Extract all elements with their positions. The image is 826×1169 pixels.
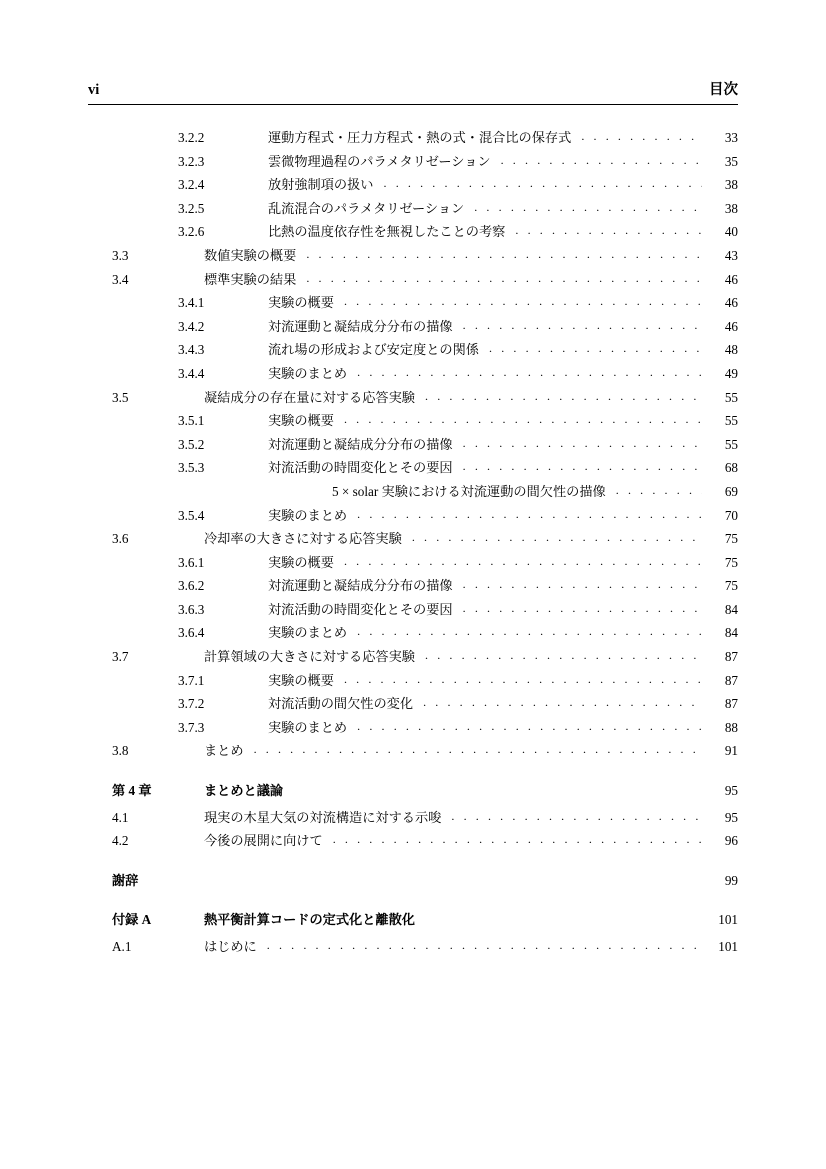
toc-entry[interactable] <box>88 509 738 522</box>
toc-entry[interactable] <box>88 603 738 616</box>
toc-entry-label: 計算領域の大きさに対する応答実験 <box>204 649 415 665</box>
toc-entry[interactable] <box>88 391 738 404</box>
toc-entry-label: 対流運動と凝結成分分布の描像 <box>268 436 453 452</box>
toc-entry-number: 3.7 <box>112 649 129 665</box>
toc-entry-number: 3.2.5 <box>178 200 205 216</box>
toc-entry-page: 46 <box>724 295 738 311</box>
toc-entry[interactable] <box>88 438 738 451</box>
toc-entry-page: 101 <box>718 939 738 955</box>
toc-leader-dots <box>463 460 702 472</box>
toc-entry-page: 38 <box>724 200 738 216</box>
toc-leader-dots <box>306 248 702 260</box>
toc-entry[interactable] <box>88 721 738 734</box>
toc-entry-number: 3.4.2 <box>178 318 205 334</box>
toc-entry-label: 対流活動の間欠性の変化 <box>268 696 414 712</box>
toc-entry-page: 95 <box>724 809 738 825</box>
toc-entry-number: 3.5 <box>112 389 129 405</box>
table-of-contents <box>88 131 738 953</box>
toc-leader-dots <box>423 696 702 708</box>
toc-entry-page: 84 <box>724 601 738 617</box>
toc-entry-number: 3.5.2 <box>178 436 205 452</box>
toc-leader-dots <box>463 319 702 331</box>
toc-entry-number: 3.2.2 <box>178 130 205 145</box>
toc-entry-label: 数値実験の概要 <box>204 247 297 263</box>
toc-entry[interactable] <box>88 249 738 262</box>
toc-entry-label: 実験の概要 <box>268 295 334 311</box>
toc-entry-page: 55 <box>724 436 738 452</box>
toc-entry[interactable] <box>88 225 738 238</box>
toc-entry-page: 43 <box>724 247 738 263</box>
toc-entry-number: 3.6 <box>112 531 129 547</box>
toc-entry-label: 標準実験の結果 <box>204 271 297 287</box>
toc-entry[interactable] <box>88 320 738 333</box>
toc-entry-number: 3.2.3 <box>178 153 205 169</box>
toc-entry-number: 3.2.6 <box>178 224 205 240</box>
toc-entry-number: 3.4.1 <box>178 295 205 311</box>
toc-entry[interactable] <box>88 579 738 592</box>
toc-entry-label: 運動方程式・圧力方程式・熱の式・混合比の保存式 <box>268 130 572 145</box>
toc-entry-label: 雲微物理過程のパラメタリゼーション <box>268 153 491 169</box>
toc-entry[interactable] <box>88 697 738 710</box>
toc-leader-dots <box>463 578 702 590</box>
toc-entry[interactable] <box>88 296 738 309</box>
toc-entry[interactable] <box>88 273 738 286</box>
toc-entry-label: 冷却率の大きさに対する応答実験 <box>204 531 402 547</box>
toc-entry-page: 99 <box>724 872 738 888</box>
toc-entry-label: 実験のまとめ <box>268 507 348 523</box>
toc-entry-label: 謝辞 <box>112 872 139 888</box>
toc-entry-label: 対流活動の時間変化とその要因 <box>268 601 453 617</box>
toc-leader-dots <box>451 810 702 822</box>
toc-entry-label: 実験のまとめ <box>268 719 348 735</box>
toc-entry[interactable] <box>88 913 738 926</box>
toc-leader-dots <box>412 531 702 543</box>
toc-leader-dots <box>581 130 702 142</box>
toc-entry-number: 3.5.1 <box>178 413 205 429</box>
toc-entry-number: 4.1 <box>112 809 129 825</box>
toc-entry-number: 3.8 <box>112 743 129 759</box>
toc-entry-number: 3.7.2 <box>178 696 205 712</box>
toc-entry-label: 実験の概要 <box>268 672 334 688</box>
toc-leader-dots <box>515 224 702 236</box>
toc-entry-page: 38 <box>724 177 738 193</box>
toc-entry-label: 流れ場の形成および安定度との関係 <box>268 342 479 358</box>
toc-entry-label: 今後の展開に向けて <box>204 833 323 849</box>
toc-entry-page: 55 <box>724 413 738 429</box>
toc-entry-label: 対流運動と凝結成分分布の描像 <box>268 578 453 594</box>
toc-leader-dots <box>384 177 703 189</box>
toc-entry[interactable] <box>88 485 738 498</box>
toc-entry-label: 実験のまとめ <box>268 625 348 641</box>
toc-entry-page: 46 <box>724 318 738 334</box>
toc-leader-dots <box>425 649 702 661</box>
toc-entry-number: 3.5.3 <box>178 460 205 476</box>
toc-entry-label: 対流運動と凝結成分分布の描像 <box>268 318 453 334</box>
toc-entry[interactable] <box>88 626 738 639</box>
toc-entry-label: 現実の木星大気の対流構造に対する示唆 <box>204 809 442 825</box>
toc-entry-label: はじめに <box>204 939 257 955</box>
toc-entry[interactable] <box>88 178 738 191</box>
toc-entry[interactable] <box>88 811 738 824</box>
toc-entry-number: 3.4 <box>112 271 129 287</box>
toc-entry-page: 40 <box>724 224 738 240</box>
toc-entry-page: 84 <box>724 625 738 641</box>
toc-entry-number: 第 4 章 <box>112 782 152 798</box>
toc-entry-label: 実験の概要 <box>268 413 334 429</box>
toc-entry-number: 付録 A <box>112 911 152 927</box>
toc-entry-page: 96 <box>724 833 738 849</box>
toc-leader-dots <box>489 342 702 354</box>
toc-entry[interactable] <box>88 834 738 847</box>
toc-entry[interactable] <box>88 784 738 797</box>
toc-leader-dots <box>463 602 702 614</box>
toc-entry-number: 3.7.3 <box>178 719 205 735</box>
toc-leader-dots <box>357 625 702 637</box>
toc-entry-page: 75 <box>724 554 738 570</box>
toc-leader-dots <box>425 390 702 402</box>
toc-entry-number: 3.4.4 <box>178 365 205 381</box>
toc-entry-page: 46 <box>724 271 738 287</box>
toc-leader-dots <box>333 833 702 845</box>
toc-leader-dots <box>344 295 702 307</box>
toc-entry[interactable] <box>88 556 738 569</box>
toc-leader-dots <box>616 484 702 496</box>
toc-entry-page: 75 <box>724 578 738 594</box>
toc-entry[interactable] <box>88 874 738 887</box>
toc-entry-number: A.1 <box>112 939 132 955</box>
toc-entry-page: 75 <box>724 531 738 547</box>
toc-entry-page: 69 <box>724 483 738 499</box>
page-folio: vi <box>88 82 100 98</box>
toc-entry-page: 35 <box>724 153 738 169</box>
toc-entry-label: 凝結成分の存在量に対する応答実験 <box>204 389 415 405</box>
toc-leader-dots <box>344 673 702 685</box>
toc-entry-page: 87 <box>724 649 738 665</box>
toc-entry-page: 87 <box>724 672 738 688</box>
toc-leader-dots <box>357 508 702 520</box>
toc-entry-number: 3.3 <box>112 247 129 263</box>
toc-entry[interactable] <box>88 367 738 380</box>
toc-entry-page: 49 <box>724 365 738 381</box>
toc-entry-label: 乱流混合のパラメタリゼーション <box>268 200 465 216</box>
toc-entry-page: 48 <box>724 342 738 358</box>
toc-entry-number: 3.7.1 <box>178 672 205 688</box>
toc-entry-number: 3.6.4 <box>178 625 205 641</box>
toc-entry[interactable] <box>88 155 738 168</box>
toc-entry-label: 実験の概要 <box>268 554 334 570</box>
toc-entry[interactable] <box>88 131 738 144</box>
toc-entry-label: 放射強制項の扱い <box>268 177 374 193</box>
toc-entry-label: 比熱の温度依存性を無視したことの考察 <box>268 224 506 240</box>
toc-entry-number: 3.2.4 <box>178 177 205 193</box>
toc-entry-page: 87 <box>724 696 738 712</box>
toc-leader-dots <box>474 201 702 213</box>
toc-entry-page: 70 <box>724 507 738 523</box>
toc-entry-label: 5 × solar 実験における対流運動の間欠性の描像 <box>332 483 606 499</box>
toc-entry-label: まとめ <box>204 743 244 759</box>
toc-entry-page: 95 <box>724 782 738 798</box>
toc-leader-dots <box>501 154 702 166</box>
toc-entry-number: 3.4.3 <box>178 342 205 358</box>
toc-entry-number: 3.5.4 <box>178 507 205 523</box>
toc-entry-label: まとめと議論 <box>204 782 284 798</box>
toc-entry[interactable] <box>88 650 738 663</box>
toc-entry-number: 3.6.3 <box>178 601 205 617</box>
toc-entry[interactable] <box>88 674 738 687</box>
toc-entry-page: 101 <box>718 911 738 927</box>
toc-entry[interactable] <box>88 744 738 757</box>
toc-leader-dots <box>463 437 702 449</box>
toc-entry-number: 3.6.1 <box>178 554 205 570</box>
toc-entry-page: 91 <box>724 743 738 759</box>
toc-leader-dots <box>344 413 702 425</box>
toc-entry-page: 55 <box>724 389 738 405</box>
toc-entry-page: 33 <box>724 130 738 145</box>
toc-leader-dots <box>357 366 702 378</box>
toc-entry-page: 68 <box>724 460 738 476</box>
toc-entry-page: 88 <box>724 719 738 735</box>
toc-entry[interactable] <box>88 202 738 215</box>
toc-entry[interactable] <box>88 461 738 474</box>
toc-leader-dots <box>344 555 702 567</box>
toc-entry[interactable] <box>88 414 738 427</box>
toc-entry[interactable] <box>88 940 738 953</box>
toc-leader-dots <box>254 743 702 755</box>
toc-entry-label: 実験のまとめ <box>268 365 348 381</box>
toc-leader-dots <box>357 720 702 732</box>
toc-leader-dots <box>267 939 702 951</box>
running-head-title: 目次 <box>709 82 738 98</box>
toc-entry-number: 4.2 <box>112 833 129 849</box>
toc-entry-label: 対流活動の時間変化とその要因 <box>268 460 453 476</box>
toc-entry-number: 3.6.2 <box>178 578 205 594</box>
toc-entry[interactable] <box>88 343 738 356</box>
toc-entry[interactable] <box>88 532 738 545</box>
running-head <box>88 78 738 105</box>
toc-entry-label: 熱平衡計算コードの定式化と離散化 <box>204 911 415 927</box>
toc-leader-dots <box>306 272 702 284</box>
